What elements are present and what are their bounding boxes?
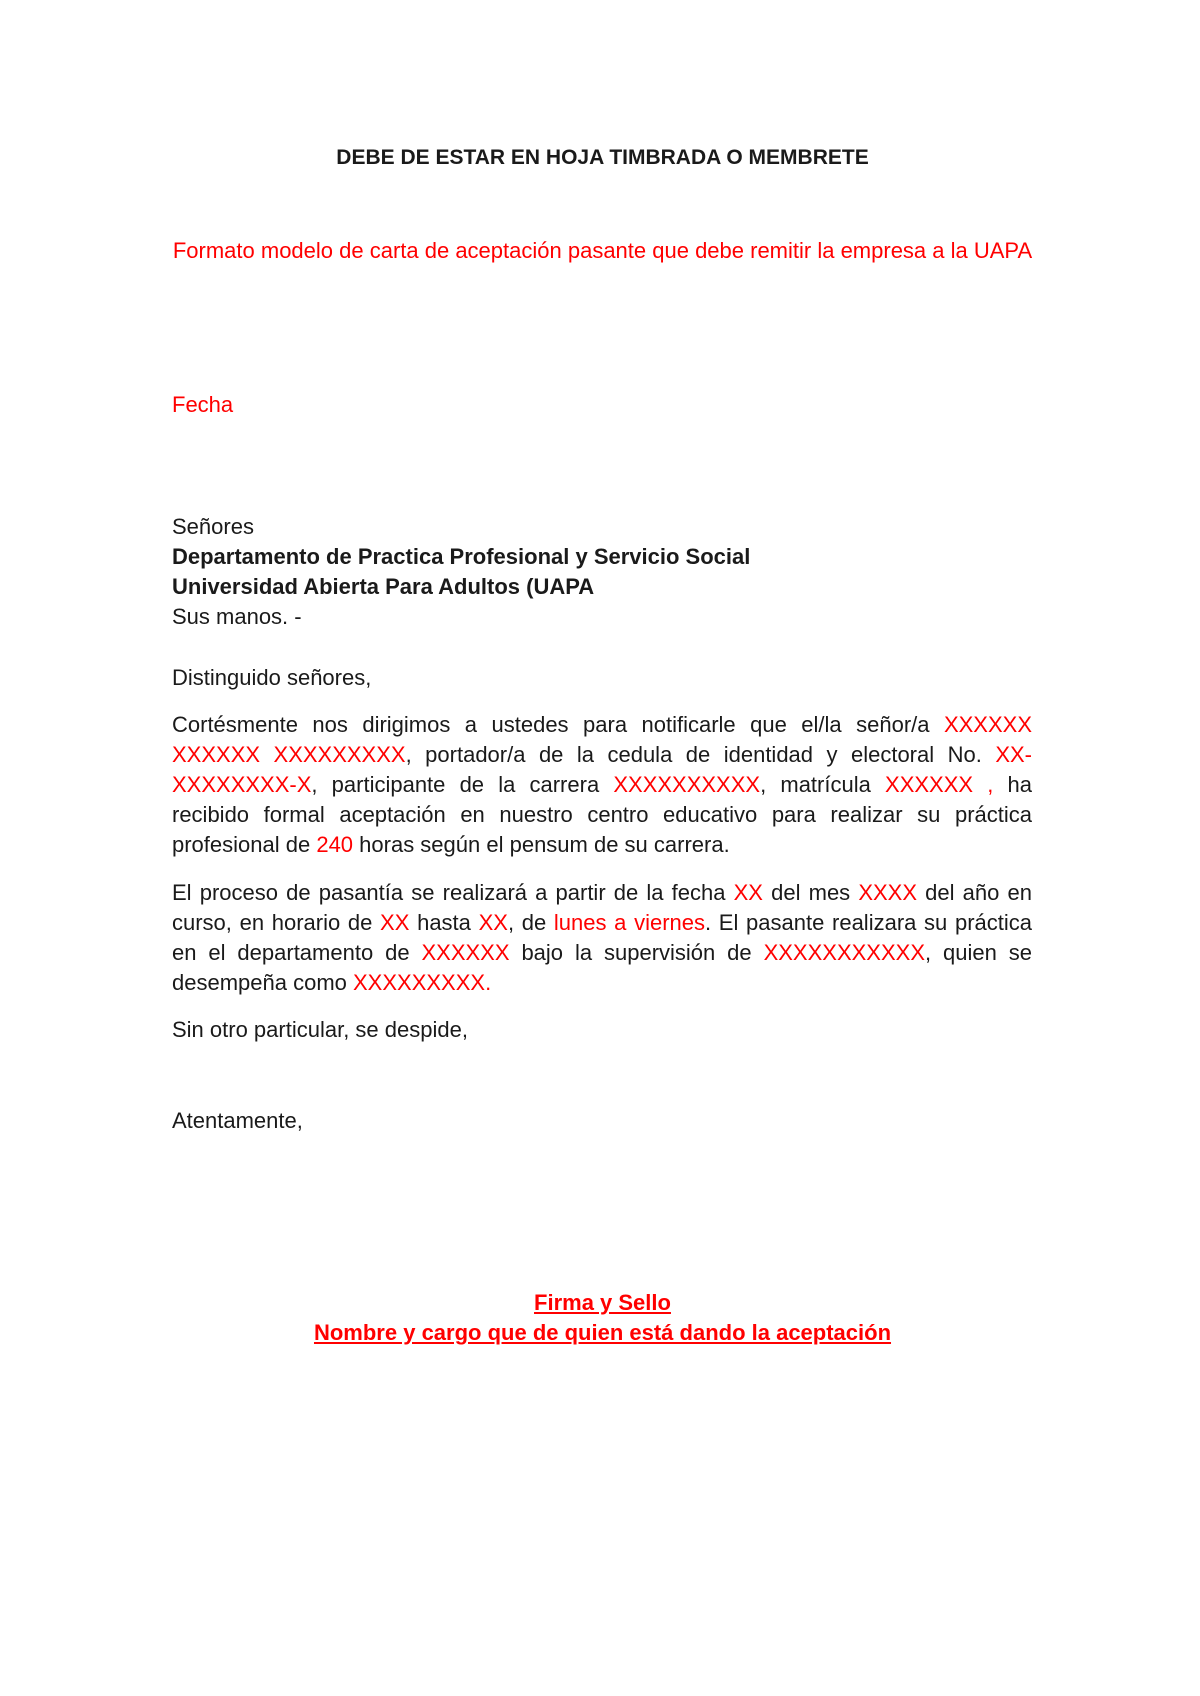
para-2-text: del año en curso, en horario de xyxy=(172,880,1032,935)
supervisor-placeholder: XXXXXXXXXXX xyxy=(763,940,925,965)
signatory-name-label: Nombre y cargo que de quien está dando la aceptación xyxy=(313,1320,892,1345)
letterhead-notice: DEBE DE ESTAR EN HOJA TIMBRADA O MEMBRETE xyxy=(336,146,869,169)
signature-block xyxy=(120,1288,1085,1348)
template-instruction: Formato modelo de carta de aceptación pasante que debe remitir la empresa a la UAPA xyxy=(172,238,1033,263)
enrollment-placeholder: XXXXXX , xyxy=(885,772,994,797)
career-placeholder: XXXXXXXXXX xyxy=(613,772,761,797)
recipient-department: Departamento de Practica Profesional y Servicio Social xyxy=(172,544,751,569)
para-1-text: ha recibido formal aceptación en nuestro centro educativo para realizar su práctica profesional de xyxy=(172,772,1032,857)
date-placeholder: Fecha xyxy=(172,392,234,417)
para-2-text: . El pasante realizara su práctica en el departamento de xyxy=(172,910,1033,965)
to-time-placeholder: XX xyxy=(478,910,508,935)
start-month-placeholder: XXXX xyxy=(858,880,918,905)
recipient-university: Universidad Abierta Para Adultos (UAPA xyxy=(172,574,595,599)
sign-off: Atentamente, xyxy=(172,1108,303,1133)
closing-line: Sin otro particular, se despide, xyxy=(172,1017,468,1042)
para-1-text: , matrícula xyxy=(760,772,886,797)
hours-value: 240 xyxy=(316,832,354,857)
from-time-placeholder: XX xyxy=(380,910,410,935)
recipient-by-hand: Sus manos. - xyxy=(172,604,302,629)
para-2-text: bajo la supervisión de xyxy=(509,940,764,965)
para-2-text: del mes xyxy=(762,880,859,905)
greeting: Distinguido señores, xyxy=(172,665,372,690)
department-placeholder: XXXXXX xyxy=(421,940,510,965)
id-number-placeholder: XX-XXXXXXXX-X xyxy=(172,742,1032,797)
para-1-text: , participante de la carrera xyxy=(311,772,614,797)
para-2-text: hasta xyxy=(409,910,479,935)
start-day-placeholder: XX xyxy=(733,880,763,905)
position-placeholder: XXXXXXXXX. xyxy=(353,970,492,995)
signature-seal-label: Firma y Sello xyxy=(534,1290,671,1315)
body-paragraph-1 xyxy=(172,710,1032,860)
para-2-text: , de xyxy=(507,910,554,935)
student-name-placeholder: XXXXXX XXXXXX XXXXXXXXX xyxy=(172,712,1032,767)
para-1-text: , portador/a de la cedula de identidad y electoral No. xyxy=(405,742,996,767)
para-1-text: Cortésmente nos dirigimos a ustedes para notificarle que el/la señor/a xyxy=(172,712,944,737)
para-2-text: El proceso de pasantía se realizará a partir de la fecha xyxy=(172,880,734,905)
para-1-text: horas según el pensum de su carrera. xyxy=(353,832,730,857)
para-2-text: , quien se desempeña como xyxy=(172,940,1033,995)
workdays-placeholder: lunes a viernes xyxy=(553,910,706,935)
recipient-block xyxy=(172,512,750,632)
recipient-salutation: Señores xyxy=(172,514,254,539)
body-paragraph-2 xyxy=(172,878,1032,998)
